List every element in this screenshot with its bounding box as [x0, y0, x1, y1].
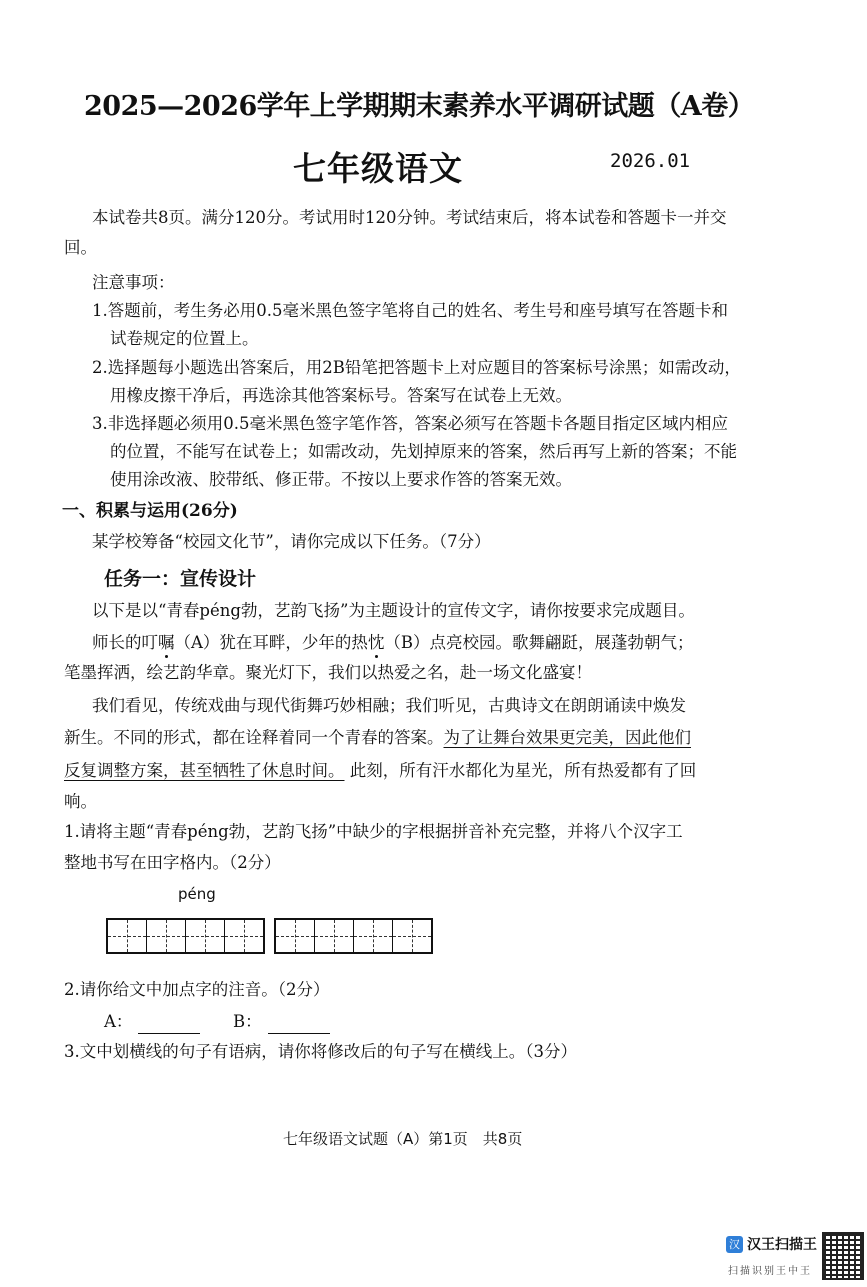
- passage-p2-line-2: [64, 726, 691, 750]
- tianzige-grid-left[interactable]: [106, 918, 265, 954]
- underlined-sentence: 反复调整方案，甚至牺牲了休息时间。: [64, 761, 345, 780]
- passage-p2-line-4: 响。: [64, 792, 97, 811]
- task-1-title: 任务一：宣传设计: [104, 568, 257, 590]
- scanner-slogan: 扫描识别王中王: [728, 1266, 812, 1277]
- passage-p1-line-2: 笔墨挥洒，绘艺韵华章。聚光灯下，我们以热爱之名，赴一场文化盛宴！: [64, 663, 592, 682]
- passage-text: （B）点亮校园。歌舞翩跹，展蓬勃朝气；: [384, 633, 694, 652]
- passage-text: 师长的叮: [92, 633, 158, 652]
- exam-date: 2026.01: [610, 150, 691, 172]
- section-1-intro: 某学校筹备“校园文化节”，请你完成以下任务。（7分）: [92, 532, 491, 551]
- note-3-line-2: 的位置，不能写在试卷上；如需改动，先划掉原来的答案，然后再写上新的答案；不能: [110, 442, 737, 461]
- section-1-heading: 一、积累与运用(26分): [62, 501, 238, 521]
- task-1-description: 以下是以“青春péng勃，艺韵飞扬”为主题设计的宣传文字，请你按要求完成题目。: [92, 601, 695, 620]
- passage-p2-line-3: [64, 759, 696, 783]
- passage-text: 此刻，所有汗水都化为星光，所有热爱都有了回: [344, 761, 697, 780]
- note-1-line-1: 1.答题前，考生务必用0.5毫米黑色签字笔将自己的姓名、考生号和座号填写在答题卡和: [92, 301, 728, 320]
- intro-line-2: 回。: [64, 238, 97, 257]
- answer-a-blank[interactable]: [138, 1017, 200, 1034]
- passage-p2-line-1: 我们看见，传统戏曲与现代街舞巧妙相融；我们听见，古典诗文在朗朗诵读中焕发: [92, 696, 686, 715]
- question-3: 3.文中划横线的句子有语病，请你将修改后的句子写在横线上。（3分）: [64, 1042, 577, 1061]
- tianzige-grid-right[interactable]: [274, 918, 433, 954]
- qr-code-icon: [822, 1232, 864, 1280]
- tianzige-cell[interactable]: [315, 920, 354, 952]
- tianzige-cell[interactable]: [393, 920, 431, 952]
- note-2-line-2: 用橡皮擦干净后，再选涂其他答案标号。答案写在试卷上无效。: [110, 386, 572, 405]
- note-3-line-1: 3.非选择题必须用0.5毫米黑色签字笔作答，答案必须写在答题卡各题目指定区域内相应: [92, 414, 728, 433]
- answer-a-label: A：: [104, 1012, 133, 1031]
- notes-heading: 注意事项：: [92, 273, 175, 292]
- passage-text: （A）犹在耳畔，少年的热: [174, 633, 368, 652]
- dotted-char-a: 嘱: [158, 633, 175, 652]
- answer-b-blank[interactable]: [268, 1017, 330, 1034]
- answer-b-row: [233, 1010, 330, 1034]
- pinyin-hint: péng: [178, 885, 216, 903]
- subject-heading: 七年级语文: [293, 149, 463, 188]
- scanner-logo-icon: 汉: [726, 1236, 743, 1253]
- note-2-line-1: 2.选择题每小题选出答案后，用2B铅笔把答题卡上对应题目的答案标号涂黑；如需改动，: [92, 358, 741, 377]
- question-2: 2.请你给文中加点字的注音。（2分）: [64, 980, 330, 999]
- scanner-app-name: 汉王扫描王: [747, 1237, 817, 1253]
- intro-line-1: 本试卷共8页。满分120分。考试用时120分钟。考试结束后，将本试卷和答题卡一并交: [92, 208, 727, 227]
- tianzige-cell[interactable]: [225, 920, 263, 952]
- tianzige-cell[interactable]: [147, 920, 186, 952]
- tianzige-cell[interactable]: [276, 920, 315, 952]
- answer-a-row: [104, 1010, 200, 1034]
- tianzige-cell[interactable]: [186, 920, 225, 952]
- question-1-line-2: 整地书写在田字格内。（2分）: [64, 853, 281, 872]
- question-1-line-1: 1.请将主题“青春péng勃，艺韵飞扬”中缺少的字根据拼音补充完整，并将八个汉字工: [64, 822, 683, 841]
- passage-text: 新生。不同的形式，都在诠释着同一个青春的答案。: [64, 728, 444, 747]
- note-1-line-2: 试卷规定的位置上。: [110, 329, 259, 348]
- exam-title: 2025—2026学年上学期期末素养水平调研试题（A卷）: [84, 91, 755, 122]
- dotted-char-b: 忱: [367, 633, 385, 652]
- passage-p1-line-1: [92, 631, 694, 655]
- note-3-line-3: 使用涂改液、胶带纸、修正带。不按以上要求作答的答案无效。: [110, 470, 572, 489]
- tianzige-cell[interactable]: [108, 920, 147, 952]
- underlined-sentence: 为了让舞台效果更完美，因此他们: [443, 728, 691, 747]
- tianzige-cell[interactable]: [354, 920, 393, 952]
- page-footer: 七年级语文试题（A）第1页 共8页: [283, 1130, 523, 1148]
- scanner-watermark: [726, 1234, 817, 1254]
- answer-b-label: B：: [233, 1012, 262, 1031]
